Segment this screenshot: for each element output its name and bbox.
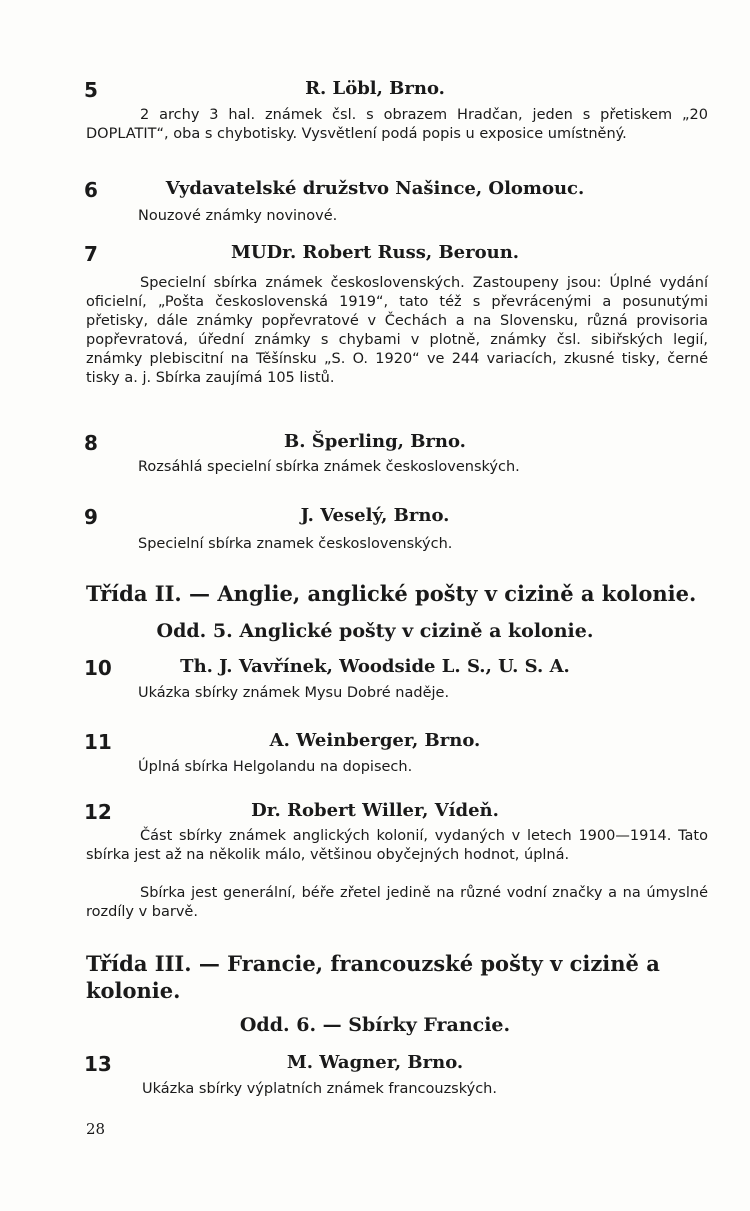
entry-number: 6 bbox=[84, 178, 98, 202]
entry-description: Úplná sbírka Helgolandu na dopisech. bbox=[138, 759, 413, 775]
entry-description: 2 archy 3 hal. známek čsl. s obrazem Hradčan, jeden s přetiskem „20 DOPLATIT“, oba s chybotisky. Vysvětlení podá popis u exposice umístněný. bbox=[86, 107, 708, 142]
section-heading: Odd. 5. Anglické pošty v cizině a kolonie. bbox=[156, 620, 594, 642]
class-heading bbox=[86, 950, 712, 1004]
entry-description: Specielní sbírka znamek československých. bbox=[138, 536, 453, 552]
exhibitor-name: M. Wagner, Brno. bbox=[286, 1052, 464, 1073]
exhibitor-name: MUDr. Robert Russ, Beroun. bbox=[230, 242, 520, 263]
entry-number: 12 bbox=[84, 800, 112, 824]
entry-number: 5 bbox=[84, 78, 98, 102]
exhibitor-name: Th. J. Vavřínek, Woodside L. S., U. S. A. bbox=[180, 656, 570, 677]
page-number: 28 bbox=[86, 1120, 106, 1138]
entry-number: 11 bbox=[84, 730, 112, 754]
entry-description-note: Sbírka jest generální, béře zřetel jedině na různé vodní značky a na úmyslné rozdíly v barvě. bbox=[86, 885, 708, 920]
entry-description: Rozsáhlá specielní sbírka známek československých. bbox=[138, 459, 520, 475]
entry-description: Nouzové známky novinové. bbox=[138, 208, 338, 224]
entry-number: 7 bbox=[84, 242, 98, 266]
exhibitor-name: J. Veselý, Brno. bbox=[300, 505, 450, 526]
exhibitor-name: R. Löbl, Brno. bbox=[305, 78, 445, 99]
exhibitor-name: Dr. Robert Willer, Vídeň. bbox=[251, 800, 499, 821]
entry-number: 9 bbox=[84, 505, 98, 529]
exhibitor-name: B. Šperling, Brno. bbox=[284, 431, 466, 452]
entry-number: 13 bbox=[84, 1052, 112, 1076]
exhibitor-name: A. Weinberger, Brno. bbox=[269, 730, 481, 751]
entry-description: Ukázka sbírky výplatních známek francouzských. bbox=[142, 1081, 497, 1097]
class-heading: Třída II. — Anglie, anglické pošty v cizině a kolonie. bbox=[86, 581, 697, 606]
class-heading-text: Třída III. — Francie, francouzské pošty v cizině a kolonie. bbox=[86, 951, 660, 1003]
entry-description: Část sbírky známek anglických kolonií, vydaných v letech 1900—1914. Tato sbírka jest až na několik málo, většinou obyčejných hodnot, úplná. bbox=[86, 828, 708, 863]
entry-description: Ukázka sbírky známek Mysu Dobré naděje. bbox=[138, 685, 450, 701]
section-heading: Odd. 6. — Sbírky Francie. bbox=[239, 1014, 511, 1036]
exhibitor-name: Vydavatelské družstvo Našince, Olomouc. bbox=[165, 178, 585, 199]
entry-description: Specielní sbírka známek československých. Zastoupeny jsou: Úplné vydání oficielní, „Pošta československá 1919“, tato též s převrácenými a posunutými přetisky, dále známky popřevratové v Čechách a na Slovensku, různá provisoria popřevratová, úřední známky s chybami v plotně, známky čsl. sibiřských legií, známky plebiscitní na Těšínsku „S. O. 1920“ ve 244 variacích, zkusné tisky, černé tisky a. j. Sbírka zaujímá 105 listů. bbox=[86, 275, 708, 386]
entry-number: 8 bbox=[84, 431, 98, 455]
entry-number: 10 bbox=[84, 656, 112, 680]
